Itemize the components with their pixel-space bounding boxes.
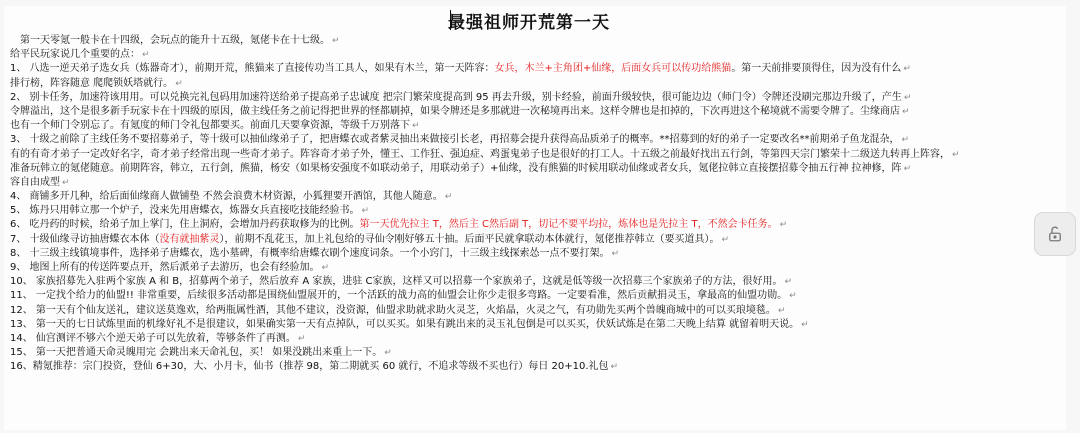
paragraph-mark-icon: ↵ (903, 163, 912, 174)
paragraph-mark-icon: ↵ (903, 64, 911, 75)
document-line (10, 77, 1066, 91)
document-line (10, 304, 1066, 318)
document-body (10, 34, 1066, 375)
line-text: 。第一天前排要顶得住，因为没有什么 (731, 63, 902, 75)
document-line (10, 62, 1066, 76)
paragraph-mark-icon: ↵ (321, 263, 330, 273)
line-text: 也有一个师门令别忘了。有氪度的师门令礼包都要买。前面几天要拿资源，等级千万别落下 (10, 120, 410, 132)
document-page (4, 6, 1066, 430)
document-line (10, 247, 1066, 261)
line-text: 10、 家族招募先入驻两个家族 A 和 B，招募两个弟子，然后放弃 A 家族，进驻 C家族，这样又可以招募一个家族弟子，这就是低等级一次招募三个家族弟子的方法，很好用。 (10, 276, 783, 288)
line-text: 容自由成型 (10, 176, 60, 188)
paragraph-mark-icon: ↵ (412, 121, 420, 132)
line-text: 3、 十级之前除了主线任务不要招募弟子，等十级可以抽仙缘弟子了，把唐蝶衣或者紫灵抽出来做接引长老，再招募会提升获得高品质弟子的概率。**招募到的好的弟子一定要改名**前期弟子鱼龙混杂， (10, 134, 900, 146)
paragraph-mark-icon: ↵ (789, 291, 797, 302)
line-text: 准备玩韩立的氪佬随意。前期阵容，韩立，五行剑，熊猫，杨安（如果杨安强度不如联动弟子，用联动弟子）+仙缘，没有熊猫的时候用联动仙缘或者女兵，氪佬拉韩立直接摆招募令抽五行神 拉神修，阵 (10, 162, 902, 174)
paragraph-mark-icon: ↵ (297, 333, 306, 344)
line-text: 1、 八选一逆天弟子选女兵（炼器奇才），前期开荒，熊猫来了直接传功当工具人，如果有木兰，第一天阵容： (10, 63, 495, 75)
paragraph-mark-icon: ↵ (784, 277, 793, 288)
document-title: 最强祖师开荒第一天 (448, 13, 610, 33)
line-text: 4、 商铺多开几种，给后面仙缘商人做铺垫 不然会浪费木材资源，小狐狸要开酒馆，其他人随意。 (10, 191, 443, 203)
line-text: 8、 十三级主线镇境事件，选择弟子唐蝶衣，选小墓碑，有概率给唐蝶衣刷个速度词条。一个小窍门，十三级主线探索怂一点不要打架。 (10, 247, 610, 259)
document-line (10, 148, 1066, 162)
highlight-text: 没有就抽紫灵 (159, 233, 220, 245)
document-line (10, 332, 1066, 346)
line-text: 有的有奇才弟子一定改好名字，奇才弟子经常出现一些奇才弟子。阵容奇才弟子外，懂王、工作狂、强迫症、鸡蛋鬼弟子也是很好的打工人。十五级之前最好找出五行剑，等第四天宗门繁荣十二级送九转再上阵容， (10, 148, 950, 160)
paragraph-mark-icon: ↵ (902, 106, 910, 117)
document-line (10, 218, 1066, 232)
line-text: 7、 十级仙缘寻访抽唐蝶衣本体（ (10, 233, 160, 245)
highlight-text: 女兵，木兰+主角团+仙缘，后面女兵可以传功给熊猫 (494, 63, 732, 75)
line-text: 第一天零氪一般卡在十四级，会玩点的能升十五级，氪佬卡在十七级。 (20, 35, 330, 46)
paragraph-mark-icon: ↵ (801, 319, 809, 330)
line-text: 给平民玩家说几个重要的点： (10, 49, 140, 61)
line-text: 9、 地图上所有的传送阵要点开，然后派弟子去游历，也会有经验加。 (10, 262, 320, 273)
paragraph-mark-icon: ↵ (384, 348, 392, 359)
unlock-button[interactable] (1034, 212, 1076, 256)
document-line (10, 275, 1066, 289)
paragraph-mark-icon: ↵ (62, 177, 70, 188)
line-text: 12、 第一天有个仙友送礼，建议送莫逸欢，给两瓶属性酒，其他不建议，没资源，仙盟求助就求助火灵芝，火焰晶，火灵之气，有功勋先买两个兽魄商城中的可以买琅境毯。 (10, 304, 776, 316)
highlight-text: 第一天优先拉主 T，然后主 C然后副 T，切记不要平均拉，炼体也是先拉主 T，不然会卡任务。 (359, 219, 778, 231)
document-line (10, 190, 1066, 204)
paragraph-mark-icon: ↵ (901, 135, 910, 146)
document-line (10, 346, 1066, 360)
document-line (10, 133, 1066, 147)
paragraph-mark-icon: ↵ (142, 50, 150, 61)
document-line (10, 34, 1066, 48)
document-line (10, 105, 1066, 119)
line-text: 13、 第一天的七日试炼里面的机缘好礼不是很建议，如果确实第一天有点掉队，可以买买。如果有跳出来的灵玉礼包倒是可以买买，伏妖试炼是在第二天晚上结算 就留着明天说。 (10, 318, 800, 330)
line-text: 令牌溢出，这个是很多新手玩家卡在十四级的原因，做主线任务之前记得把世界的怪都刷掉，如果令牌还是多那就进一次秘境再出来。这样令牌也是扣掉的，下次再进这个秘境就不需要令牌了。尘缘商店 (10, 105, 900, 117)
line-text: 16、精氪推荐：宗门投资，登仙 6+30，大、小月卡，仙书（推荐 98，第二期就买 60 就行，不追求等级不买也行）每日 20+10.礼包 (10, 361, 609, 373)
line-text: 11、 一定找个给力的仙盟!! 非常重要，后续很多活动都是围绕仙盟展开的，一个活跃的战力高的仙盟会让你少走很多弯路。一定要看准，然后贡献捐灵玉，拿最高的仙盟功勋。 (10, 290, 788, 302)
line-text: 2、 别卡任务，加速符该用用。可以兑换完礼包码用加速符送给弟子提高弟子忠诚度 把宗门繁荣度提高到 95 再去升级，别卡经验，前面升级较快，很可能边边（师门令）令牌还没刷完那边升级了，产生 (10, 91, 902, 103)
unlock-icon (1046, 225, 1064, 243)
document-line (10, 204, 1066, 218)
paragraph-mark-icon: ↵ (175, 78, 183, 89)
paragraph-mark-icon: ↵ (610, 362, 619, 373)
line-text: 5、 炼丹只用韩立那一个炉子，没来先用唐蝶衣，炼器女兵直接吃技能经验书。 (10, 205, 360, 217)
document-line (10, 162, 1066, 176)
paragraph-mark-icon: ↵ (444, 192, 453, 203)
document-line (10, 261, 1066, 275)
document-line (10, 176, 1066, 190)
document-line (10, 289, 1066, 303)
paragraph-mark-icon: ↵ (952, 149, 960, 160)
document-line (10, 318, 1066, 332)
paragraph-mark-icon: ↵ (779, 220, 788, 231)
line-text: ），前期不乱花玉，加上礼包给的寻仙令刚好够五十抽。后面平民就拿联动本体就行，氪佬推荐韩立（要买道具）。 (219, 233, 720, 245)
line-text: 14、 仙宫测评不够六个逆天弟子可以先放着，等够条件了再测。 (10, 332, 296, 344)
document-line (10, 233, 1066, 247)
document-line (10, 48, 1066, 62)
document-line (10, 119, 1066, 133)
document-line (10, 360, 1066, 374)
line-text: 排行榜，阵容随意 爬爬锁妖塔就行。 (10, 77, 174, 89)
line-text: 6、 吃丹药的时候，给弟子加上掌门，住上洞府，会增加丹药获取修为的比例。 (10, 219, 360, 231)
document-line (10, 91, 1066, 105)
paragraph-mark-icon: ↵ (332, 36, 340, 46)
paragraph-mark-icon: ↵ (721, 234, 730, 245)
paragraph-mark-icon: ↵ (611, 248, 620, 259)
paragraph-mark-icon: ↵ (777, 305, 786, 316)
paragraph-mark-icon: ↵ (361, 206, 370, 217)
line-text: 15、 第一天把普通天命灵魄用完 会跳出来天命礼包，买！ 如果没跳出来重上一下。 (10, 347, 383, 359)
paragraph-mark-icon: ↵ (903, 92, 912, 103)
